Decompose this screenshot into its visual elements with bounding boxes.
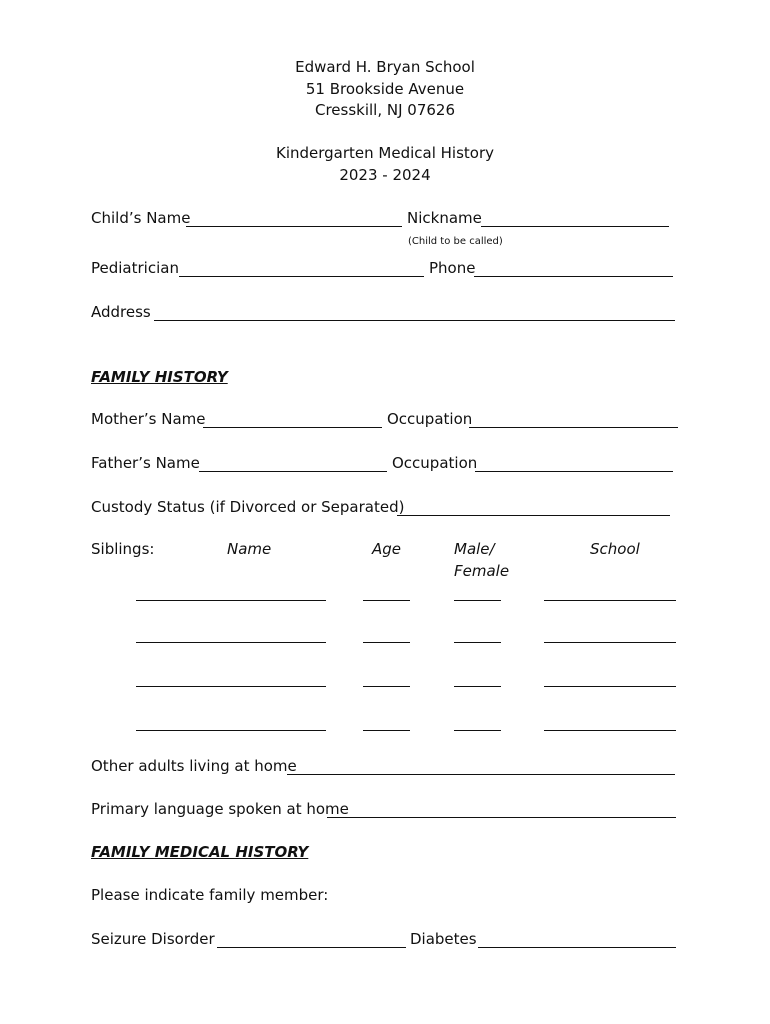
sibling-age-field[interactable] [363,642,410,643]
sibling-age-field[interactable] [363,686,410,687]
pediatrician-label: Pediatrician [91,259,179,277]
mother-occupation-field[interactable] [469,427,678,428]
school-name: Edward H. Bryan School [295,58,475,76]
school-city: Cresskill, NJ 07626 [314,101,456,119]
siblings-col-school: School [590,540,640,558]
mother-name-field[interactable] [203,427,382,428]
sibling-school-field[interactable] [544,600,676,601]
diabetes-label: Diabetes [410,930,477,948]
mother-occupation-label: Occupation [387,410,473,428]
family-history-heading: FAMILY HISTORY [91,368,228,386]
siblings-col-age: Age [372,540,402,558]
seizure-disorder-label: Seizure Disorder [91,930,215,948]
siblings-label: Siblings: [91,540,155,558]
form-title: Kindergarten Medical History [275,144,495,162]
sibling-name-field[interactable] [136,600,326,601]
siblings-col-sex-line2: Female [454,562,510,580]
family-member-instruction: Please indicate family member: [91,886,329,904]
sibling-name-field[interactable] [136,642,326,643]
sibling-sex-field[interactable] [454,730,501,731]
pediatrician-field[interactable] [179,276,424,277]
nickname-note: (Child to be called) [408,236,503,247]
nickname-field[interactable] [481,226,669,227]
sibling-school-field[interactable] [544,686,676,687]
sibling-sex-field[interactable] [454,686,501,687]
other-adults-field[interactable] [287,774,675,775]
father-occupation-field[interactable] [475,471,673,472]
father-occupation-label: Occupation [392,454,478,472]
sibling-name-field[interactable] [136,686,326,687]
child-name-field[interactable] [186,226,402,227]
sibling-age-field[interactable] [363,730,410,731]
child-name-label: Child’s Name [91,209,191,227]
school-street: 51 Brookside Avenue [305,80,465,98]
sibling-school-field[interactable] [544,642,676,643]
nickname-label: Nickname [407,209,482,227]
primary-language-label: Primary language spoken at home [91,800,349,818]
custody-label: Custody Status (if Divorced or Separated) [91,498,405,516]
other-adults-label: Other adults living at home [91,757,297,775]
school-year: 2023 - 2024 [339,166,431,184]
siblings-col-name: Name [227,540,272,558]
seizure-disorder-field[interactable] [217,947,406,948]
mother-name-label: Mother’s Name [91,410,206,428]
sibling-age-field[interactable] [363,600,410,601]
address-label: Address [91,303,151,321]
diabetes-field[interactable] [478,947,676,948]
sibling-sex-field[interactable] [454,600,501,601]
phone-field[interactable] [474,276,673,277]
custody-field[interactable] [397,515,670,516]
family-medical-history-heading: FAMILY MEDICAL HISTORY [91,843,309,861]
father-name-field[interactable] [199,471,387,472]
address-field[interactable] [154,320,675,321]
phone-label: Phone [429,259,476,277]
primary-language-field[interactable] [327,817,676,818]
siblings-col-sex-line1: Male/ [454,540,495,558]
sibling-name-field[interactable] [136,730,326,731]
sibling-school-field[interactable] [544,730,676,731]
sibling-sex-field[interactable] [454,642,501,643]
father-name-label: Father’s Name [91,454,200,472]
